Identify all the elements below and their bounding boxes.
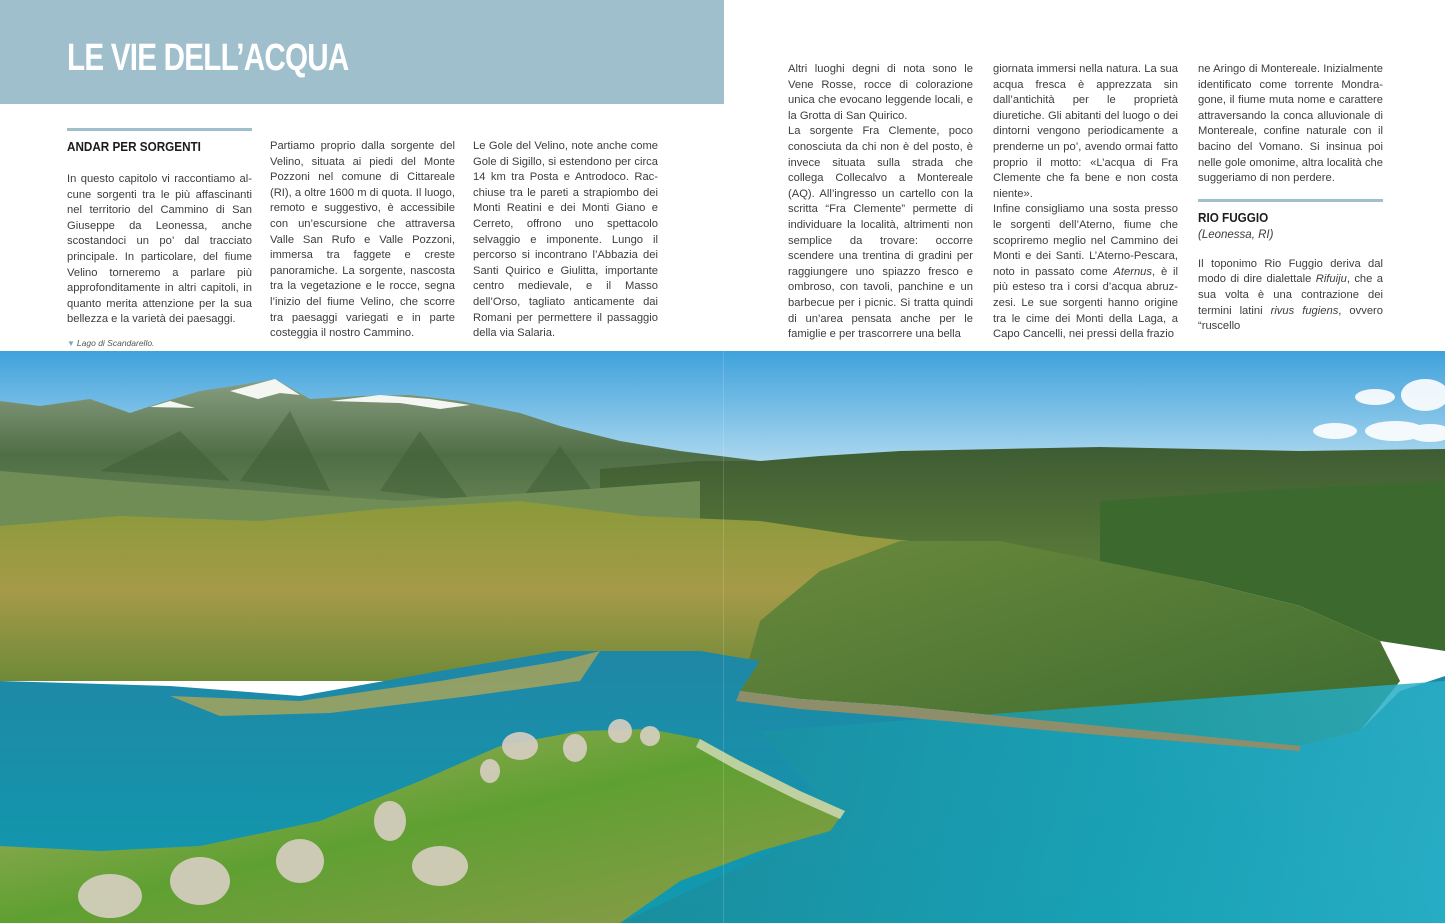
title-band bbox=[0, 0, 724, 104]
column-6 bbox=[1198, 62, 1383, 335]
paragraph: Partiamo proprio dalla sorgente del Velino, situata ai piedi del Monte Pozzoni nel comune di Cittareale (RI), a oltre 1600 m di quota. Il luogo, remoto e suggestivo, è accessibile con un’escursione che attraversa Valle San Rufo e Valle Pozzoni, immersa tra faggete e creste panoramiche. La sorgente, nascosta tra la vegetazione e le rocce, segna l’inizio del fiume Velino, che scorre tra paesaggi variegati e in parte costeggia il nostro Cammino. bbox=[270, 140, 455, 340]
section-rule bbox=[67, 128, 252, 131]
column-3 bbox=[473, 139, 658, 342]
page-gutter bbox=[723, 351, 724, 923]
photo-caption bbox=[67, 338, 154, 348]
paragraph: giornata immersi nella natura. La sua acqua fresca è apprezzata sin dall’antichità per le proprietà diuretiche. Gli abitanti del luogo o dei dintorni vengono periodicamente a prenderne un po’, avendo ormai fatto proprio il motto: «L’acqua di Fra Clemente che fa bene e non costa niente». bbox=[993, 63, 1178, 200]
column-2 bbox=[270, 139, 455, 342]
text-run: , ovvero “ruscello bbox=[1198, 304, 1383, 333]
paragraph: Altri luoghi degni di nota sono le Vene Rosse, rocce di colorazione unica che evocano leggende locali, e la Grotta di San Quirico. bbox=[788, 63, 973, 122]
page-title: LE VIE DELL’ACQUA bbox=[67, 37, 349, 79]
column-4 bbox=[788, 62, 973, 343]
column-5 bbox=[993, 62, 1178, 343]
column-1 bbox=[67, 128, 252, 328]
italic-term: Rifuiju bbox=[1315, 273, 1347, 286]
section-heading: RIO FUGGIO bbox=[1198, 209, 1269, 225]
section-subheading: (Leonessa, RI) bbox=[1198, 228, 1274, 241]
italic-term: Aternus bbox=[1113, 265, 1152, 278]
paragraph: ne Aringo di Montereale. Inizialmente identificato come torrente Mondragone, il fiume muta nome e carattere attraversando la conca alluvionale di Montereale, confine naturale con il bacino del Vomano. Si insinua poi nelle gole omonime, altra località che suggeriamo di non perdere. bbox=[1198, 63, 1383, 185]
paragraph: In questo capitolo vi raccontiamo alcune sorgenti tra le più affascinanti nel territorio del Cammino di San Giuseppe da Leonessa, anche scostandoci un po’ dal tracciato principale. In particolare, del fiume Velino torneremo a parlare più approfonditamente in altri capitoli, in quanto merita attenzione per la sua bellezza e la varietà dei paesaggi. bbox=[67, 173, 252, 326]
paragraph: Le Gole del Velino, note anche come Gole di Sigillo, si estendono per circa 14 km tra Posta e Antrodoco. Racchiuse tra le pareti a strapiombo dei Monti Reatini e dei Monti Giano e Cerreto, offrono uno spettacolo selvaggio e imponente. Lungo il percorso si incontrano l’Abbazia dei Santi Quirico e Giulitta, importante centro medievale, e il Masso dell’Orso, tagliato anticamente dai Romani per permettere il passaggio della via Salaria. bbox=[473, 140, 658, 340]
caption-text: Lago di Scandarello. bbox=[76, 338, 155, 348]
section-rule bbox=[1198, 199, 1383, 202]
text-run: , che a sua volta è una contrazione dei termini latini bbox=[1198, 273, 1383, 317]
triangle-down-icon: ▼ bbox=[67, 339, 75, 348]
italic-term: rivus fugiens bbox=[1270, 304, 1339, 317]
paragraph: La sorgente Fra Clemente, poco conosciuta da chi non è del posto, è invece situata sulla strada che collega Collecalvo a Montereale (AQ). All’ingresso un cartello con la scritta “Fra Clemente” permette di individuare la località, altrimenti non semplice da trovare: occorre scendere una trentina di gradini per raggiungere uno spiazzo fresco e ombroso, con tavoli, panchine e un barbecue per i picnic. Si tratta quindi di un’area pensata anche per le famiglie e per trascorrere una bella bbox=[788, 125, 973, 341]
text-run: Infine consigliamo una sosta presso le sorgenti dell’Aterno, fiume che scopriremo meglio nel Cammino dei Monti e dei Santi. L’Aterno-Pescara, noto in passato come bbox=[993, 203, 1178, 278]
paragraph bbox=[993, 202, 1178, 342]
text-run: Il toponimo Rio Fuggio deriva dal modo di dire dialettale bbox=[1198, 257, 1383, 286]
text-run: , è il più esteso tra i corsi d’acqua abruzzesi. Le sue sorgenti hanno origine tra le cime dei Monti della Laga, a Capo Cancelli, nei pressi della frazio bbox=[993, 265, 1178, 341]
paragraph bbox=[1198, 257, 1383, 335]
section-heading: ANDAR PER SORGENTI bbox=[67, 139, 201, 154]
